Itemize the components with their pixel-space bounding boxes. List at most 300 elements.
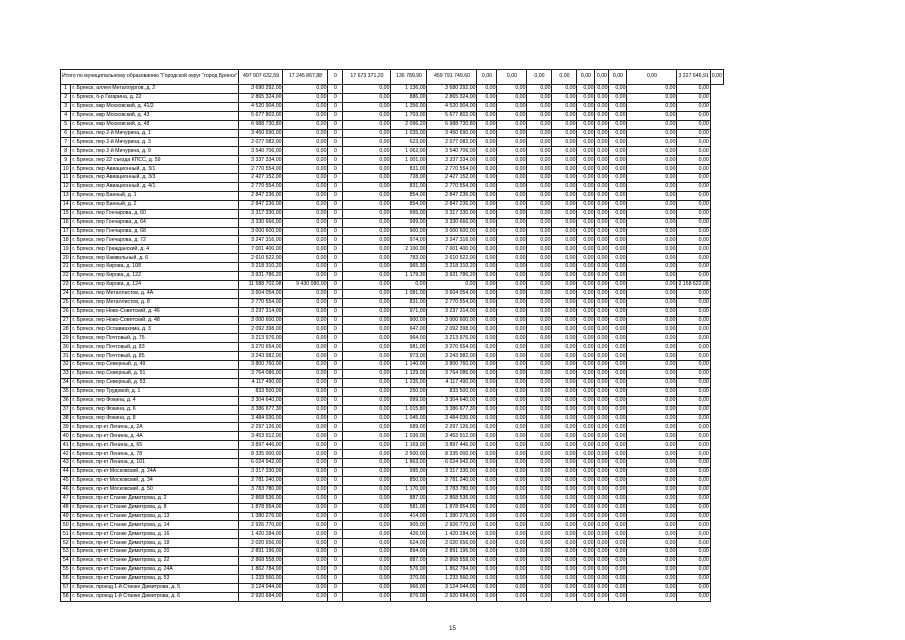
row-number: 22 bbox=[61, 272, 71, 281]
table-cell: 999,00 bbox=[391, 396, 427, 405]
table-cell: 0,00 bbox=[627, 263, 677, 272]
table-cell: 0,00 bbox=[595, 557, 609, 566]
table-cell: 0,00 bbox=[627, 405, 677, 414]
table-cell: 2 770 554,00 bbox=[239, 298, 283, 307]
table-cell: 0,00 bbox=[677, 102, 710, 111]
table-cell: 0,00 bbox=[577, 182, 595, 191]
address-cell: г. Брянск, пер Ново-Советский, д. 46 bbox=[71, 307, 239, 316]
table-cell: 886,00 bbox=[391, 93, 427, 102]
table-cell: 0,00 bbox=[477, 530, 497, 539]
table-cell: 0,00 bbox=[577, 165, 595, 174]
table-cell: 0 bbox=[328, 503, 343, 512]
table-cell: 900,00 bbox=[391, 227, 427, 236]
table-cell: 0,00 bbox=[677, 539, 710, 548]
table-cell: 0,00 bbox=[609, 218, 627, 227]
table-cell: 0,00 bbox=[427, 280, 477, 289]
table-cell: 0,00 bbox=[283, 325, 328, 334]
table-cell: 0,00 bbox=[577, 361, 595, 370]
row-number: 58 bbox=[61, 592, 71, 601]
table-cell: 0,00 bbox=[343, 325, 391, 334]
table-cell: 3 450 690,00 bbox=[239, 129, 283, 138]
table-cell: 0,00 bbox=[627, 343, 677, 352]
table-cell: 2 297 126,00 bbox=[239, 423, 283, 432]
table-cell: 995,00 bbox=[391, 209, 427, 218]
table-cell: 0,00 bbox=[497, 432, 527, 441]
table-cell: 1 878 954,00 bbox=[239, 503, 283, 512]
table-cell: 0,00 bbox=[527, 254, 552, 263]
table-cell: 0,00 bbox=[627, 165, 677, 174]
table-cell: 0,00 bbox=[552, 263, 577, 272]
table-cell: 0,00 bbox=[627, 378, 677, 387]
table-cell: 0,00 bbox=[552, 200, 577, 209]
table-cell: 894,00 bbox=[391, 548, 427, 557]
table-cell: 0,00 bbox=[343, 227, 391, 236]
table-cell: 0,00 bbox=[343, 218, 391, 227]
total-cell: 0,00 bbox=[609, 70, 627, 85]
table-cell: 0,00 bbox=[595, 494, 609, 503]
row-number: 6 bbox=[61, 129, 71, 138]
table-cell: 0 bbox=[328, 370, 343, 379]
table-row bbox=[61, 583, 724, 592]
table-cell: 0,00 bbox=[627, 548, 677, 557]
row-number: 21 bbox=[61, 263, 71, 272]
table-cell: 0,00 bbox=[609, 378, 627, 387]
row-number: 9 bbox=[61, 156, 71, 165]
table-cell: 0,00 bbox=[552, 289, 577, 298]
table-cell: 0,00 bbox=[477, 485, 497, 494]
table-cell: 0,00 bbox=[595, 396, 609, 405]
table-cell: 0,00 bbox=[497, 280, 527, 289]
table-cell: 0,00 bbox=[527, 129, 552, 138]
table-cell: 0,00 bbox=[552, 494, 577, 503]
table-cell: 0,00 bbox=[283, 574, 328, 583]
table-cell: 0,00 bbox=[677, 334, 710, 343]
table-cell: 0,00 bbox=[527, 583, 552, 592]
table-cell: 1 380 276,00 bbox=[427, 512, 477, 521]
table-cell: 0,00 bbox=[595, 378, 609, 387]
table-cell: 0,00 bbox=[577, 147, 595, 156]
address-cell: г. Брянск, пр-кт Ленина, д. 78 bbox=[71, 450, 239, 459]
table-cell: 0,00 bbox=[527, 120, 552, 129]
table-cell: 0,00 bbox=[552, 592, 577, 601]
table-row bbox=[61, 156, 724, 165]
table-row bbox=[61, 298, 724, 307]
table-cell: 0,00 bbox=[283, 129, 328, 138]
table-cell: 0,00 bbox=[552, 378, 577, 387]
table-cell: 0,00 bbox=[477, 467, 497, 476]
table-cell: 0,00 bbox=[283, 298, 328, 307]
table-cell: 0,00 bbox=[677, 396, 710, 405]
table-row bbox=[61, 352, 724, 361]
total-cell: 17 673 371,20 bbox=[343, 70, 391, 85]
table-cell: 0,00 bbox=[595, 414, 609, 423]
table-cell: 0,00 bbox=[477, 476, 497, 485]
row-number: 41 bbox=[61, 441, 71, 450]
table-cell: 0,00 bbox=[552, 209, 577, 218]
table-cell: 0,00 bbox=[527, 245, 552, 254]
table-cell: 0,00 bbox=[283, 450, 328, 459]
total-cell: 136 789,90 bbox=[391, 70, 427, 85]
table-cell: 0,00 bbox=[343, 280, 391, 289]
table-cell: 2 158 622,08 bbox=[677, 280, 710, 289]
table-cell: 876,00 bbox=[391, 592, 427, 601]
table-cell: 0,00 bbox=[577, 85, 595, 94]
table-cell: 0,00 bbox=[595, 574, 609, 583]
table-cell: 0,00 bbox=[477, 539, 497, 548]
address-cell: г. Брянск, пр-кт Станке Димитрова, д. 16 bbox=[71, 530, 239, 539]
table-cell: 0 bbox=[328, 539, 343, 548]
table-cell: 0,00 bbox=[527, 370, 552, 379]
table-cell: 0,00 bbox=[627, 459, 677, 468]
table-cell: 0,00 bbox=[627, 120, 677, 129]
total-cell: 497 907 632,59 bbox=[239, 70, 283, 85]
row-number: 5 bbox=[61, 120, 71, 129]
table-cell: 3 218 310,20 bbox=[239, 263, 283, 272]
table-cell: 0,00 bbox=[527, 343, 552, 352]
address-cell: г. Брянск, пер Фокина, д. 6 bbox=[71, 405, 239, 414]
table-cell: 1 136,00 bbox=[391, 85, 427, 94]
table-cell: 0,00 bbox=[497, 316, 527, 325]
table-cell: 0,00 bbox=[577, 280, 595, 289]
table-cell: 2 770 554,00 bbox=[239, 165, 283, 174]
table-cell: 0,00 bbox=[609, 120, 627, 129]
table-cell: 0,00 bbox=[609, 450, 627, 459]
row-number: 15 bbox=[61, 209, 71, 218]
table-row bbox=[61, 405, 724, 414]
row-number: 39 bbox=[61, 423, 71, 432]
table-cell: 0,00 bbox=[552, 325, 577, 334]
table-row bbox=[61, 307, 724, 316]
table-cell: 1 356,00 bbox=[391, 102, 427, 111]
table-cell: 0,00 bbox=[595, 236, 609, 245]
table-cell: 0,00 bbox=[609, 565, 627, 574]
table-cell: 2 865 324,00 bbox=[239, 93, 283, 102]
table-cell: 850,00 bbox=[391, 476, 427, 485]
table-row bbox=[61, 467, 724, 476]
table-cell: 0,00 bbox=[677, 583, 710, 592]
table-cell: 0,00 bbox=[527, 530, 552, 539]
address-cell: г. Брянск, пер Северный, д. 51 bbox=[71, 370, 239, 379]
table-cell: 0,00 bbox=[283, 93, 328, 102]
table-cell: 0,00 bbox=[627, 85, 677, 94]
table-cell: 0,00 bbox=[577, 450, 595, 459]
table-cell: 3 317 330,00 bbox=[427, 209, 477, 218]
table-cell: 0,00 bbox=[577, 592, 595, 601]
row-number: 43 bbox=[61, 459, 71, 468]
table-cell: 0,00 bbox=[283, 396, 328, 405]
table-cell: 0 bbox=[328, 165, 343, 174]
row-number: 40 bbox=[61, 432, 71, 441]
table-cell: 0,00 bbox=[577, 565, 595, 574]
table-cell: 0,00 bbox=[677, 476, 710, 485]
total-cell: 0,00 bbox=[527, 70, 552, 85]
table-cell: 0,00 bbox=[595, 334, 609, 343]
table-cell: 0,00 bbox=[677, 352, 710, 361]
table-row bbox=[61, 138, 724, 147]
table-cell: 0,00 bbox=[577, 467, 595, 476]
address-cell: г. Брянск, проезд 1-й Станке Димитрова, д. 6 bbox=[71, 592, 239, 601]
table-cell: 0,00 bbox=[609, 245, 627, 254]
table-cell: 0,00 bbox=[577, 93, 595, 102]
table-cell: 0,00 bbox=[577, 405, 595, 414]
table-cell: 0,00 bbox=[677, 298, 710, 307]
row-number: 4 bbox=[61, 111, 71, 120]
table-cell: 0,00 bbox=[343, 343, 391, 352]
address-cell: г. Брянск, пер Банный, д. 2 bbox=[71, 200, 239, 209]
table-cell: 0 bbox=[328, 530, 343, 539]
table-cell: 999,00 bbox=[391, 218, 427, 227]
table-cell: 0,00 bbox=[595, 565, 609, 574]
table-cell: 0,00 bbox=[677, 325, 710, 334]
table-cell: 0,00 bbox=[552, 565, 577, 574]
table-cell: 3 124 044,00 bbox=[239, 583, 283, 592]
table-cell: 0,00 bbox=[627, 289, 677, 298]
row-number: 12 bbox=[61, 182, 71, 191]
table-cell: 0 bbox=[328, 476, 343, 485]
table-cell: 0,00 bbox=[477, 316, 497, 325]
total-cell: 0,00 bbox=[595, 70, 609, 85]
table-cell: 0,00 bbox=[497, 343, 527, 352]
table-cell: 0 bbox=[328, 574, 343, 583]
table-row bbox=[61, 85, 724, 94]
table-row bbox=[61, 592, 724, 601]
row-number: 32 bbox=[61, 361, 71, 370]
table-cell: 0,00 bbox=[497, 254, 527, 263]
table-cell: 728,00 bbox=[391, 174, 427, 183]
table-cell: 0,00 bbox=[627, 236, 677, 245]
table-cell: 3 897 446,00 bbox=[239, 441, 283, 450]
row-number: 48 bbox=[61, 503, 71, 512]
table-cell: 0,00 bbox=[595, 387, 609, 396]
table-cell: 0,00 bbox=[552, 441, 577, 450]
table-cell: 6 024 942,00 bbox=[427, 459, 477, 468]
table-cell: 0,00 bbox=[609, 548, 627, 557]
table-cell: 0,00 bbox=[677, 254, 710, 263]
table-cell: 0,00 bbox=[627, 414, 677, 423]
table-cell: 0,00 bbox=[283, 423, 328, 432]
table-cell: 0,00 bbox=[577, 574, 595, 583]
table-cell: 0,00 bbox=[577, 254, 595, 263]
table-cell: 0,00 bbox=[677, 165, 710, 174]
table-cell: 0,00 bbox=[677, 574, 710, 583]
table-cell: 0,00 bbox=[552, 476, 577, 485]
table-cell: 0,00 bbox=[577, 129, 595, 138]
table-cell: 0,00 bbox=[527, 441, 552, 450]
table-cell: 0,00 bbox=[343, 450, 391, 459]
table-cell: 0,00 bbox=[283, 263, 328, 272]
row-number: 34 bbox=[61, 378, 71, 387]
table-cell: 0,00 bbox=[477, 307, 497, 316]
table-cell: 0,00 bbox=[552, 227, 577, 236]
table-cell: 3 000 600,00 bbox=[239, 227, 283, 236]
table-cell: 0,00 bbox=[552, 343, 577, 352]
table-cell: 0,00 bbox=[627, 191, 677, 200]
table-cell: 0,00 bbox=[477, 254, 497, 263]
table-cell: 0,00 bbox=[497, 521, 527, 530]
table-row bbox=[61, 343, 724, 352]
table-row bbox=[61, 387, 724, 396]
table-cell: 905,00 bbox=[391, 521, 427, 530]
table-cell: 0,00 bbox=[677, 227, 710, 236]
table-cell: 0,00 bbox=[577, 503, 595, 512]
table-cell: 0,00 bbox=[627, 441, 677, 450]
table-cell: 0,00 bbox=[595, 583, 609, 592]
table-cell: 1 045,00 bbox=[391, 414, 427, 423]
table-cell: 3 540 706,00 bbox=[239, 147, 283, 156]
table-cell: 0,00 bbox=[283, 316, 328, 325]
table-cell: 0,00 bbox=[527, 512, 552, 521]
table-cell: 0 bbox=[328, 111, 343, 120]
table-cell: 0,00 bbox=[577, 370, 595, 379]
table-row bbox=[61, 548, 724, 557]
table-cell: 0,00 bbox=[627, 182, 677, 191]
table-cell: 0,00 bbox=[609, 361, 627, 370]
table-cell: 0,00 bbox=[552, 147, 577, 156]
table-row bbox=[61, 432, 724, 441]
table-cell: 3 213 976,00 bbox=[427, 334, 477, 343]
table-cell: 0,00 bbox=[552, 414, 577, 423]
table-cell: 0,00 bbox=[527, 352, 552, 361]
table-row bbox=[61, 361, 724, 370]
table-cell: 0,00 bbox=[343, 200, 391, 209]
table-cell: 0,00 bbox=[577, 387, 595, 396]
table-cell: 0,00 bbox=[343, 405, 391, 414]
table-cell: 0,00 bbox=[677, 361, 710, 370]
table-cell: 0,00 bbox=[595, 182, 609, 191]
table-cell: 5 677 802,00 bbox=[239, 111, 283, 120]
table-cell: 0,00 bbox=[477, 370, 497, 379]
table-cell: 0,00 bbox=[627, 280, 677, 289]
table-cell: 0,00 bbox=[283, 548, 328, 557]
table-cell: 0,00 bbox=[627, 387, 677, 396]
table-cell: 0,00 bbox=[627, 102, 677, 111]
table-row bbox=[61, 147, 724, 156]
table-cell: 0,00 bbox=[391, 280, 427, 289]
table-cell: 0,00 bbox=[595, 218, 609, 227]
table-cell: 0,00 bbox=[677, 557, 710, 566]
table-cell: 0,00 bbox=[343, 378, 391, 387]
row-number: 16 bbox=[61, 218, 71, 227]
table-cell: 0,00 bbox=[343, 254, 391, 263]
table-row bbox=[61, 236, 724, 245]
row-number: 37 bbox=[61, 405, 71, 414]
table-cell: 0 bbox=[328, 565, 343, 574]
table-cell: 3 330 666,00 bbox=[239, 218, 283, 227]
table-cell: 0,00 bbox=[552, 334, 577, 343]
table-cell: 0,00 bbox=[343, 583, 391, 592]
table-cell: 0,00 bbox=[552, 361, 577, 370]
total-cell: 459 791 749,60 bbox=[427, 70, 477, 85]
table-cell: 0,00 bbox=[527, 450, 552, 459]
table-cell: 0,00 bbox=[343, 387, 391, 396]
table-cell: 0,00 bbox=[577, 218, 595, 227]
address-cell: г. Брянск, пер 2-й Мичурина, д. 9 bbox=[71, 147, 239, 156]
table-cell: 0,00 bbox=[609, 459, 627, 468]
table-cell: 0,00 bbox=[283, 334, 328, 343]
table-cell: 0,00 bbox=[577, 343, 595, 352]
table-cell: 0,00 bbox=[609, 574, 627, 583]
table-cell: 0,00 bbox=[477, 102, 497, 111]
table-cell: 3 931 786,20 bbox=[427, 272, 477, 281]
table-cell: 0 bbox=[328, 334, 343, 343]
table-cell: 0,00 bbox=[527, 263, 552, 272]
table-cell: 0,00 bbox=[677, 245, 710, 254]
table-cell: 0,00 bbox=[552, 156, 577, 165]
table-row bbox=[61, 494, 724, 503]
table-cell: 0,00 bbox=[552, 298, 577, 307]
table-cell: 0,00 bbox=[552, 102, 577, 111]
table-cell: 0 bbox=[328, 120, 343, 129]
table-cell: 0,00 bbox=[283, 227, 328, 236]
table-cell: 0,00 bbox=[577, 138, 595, 147]
table-cell: 3 317 330,00 bbox=[239, 209, 283, 218]
table-cell: 0,00 bbox=[677, 316, 710, 325]
table-cell: 0,00 bbox=[552, 280, 577, 289]
table-cell: 0,00 bbox=[677, 521, 710, 530]
table-cell: 0,00 bbox=[609, 191, 627, 200]
row-number: 50 bbox=[61, 521, 71, 530]
table-cell: 0,00 bbox=[283, 557, 328, 566]
table-cell: 2 077 082,00 bbox=[239, 138, 283, 147]
table-cell: 0,00 bbox=[343, 307, 391, 316]
table-cell: 0,00 bbox=[477, 565, 497, 574]
table-cell: 2 781 240,00 bbox=[239, 476, 283, 485]
table-cell: 0 bbox=[328, 450, 343, 459]
table-cell: 2 770 554,00 bbox=[427, 298, 477, 307]
table-row bbox=[61, 503, 724, 512]
table-cell: 3 337 334,00 bbox=[239, 156, 283, 165]
address-cell: г. Брянск, пер Гончарова, д. 72 bbox=[71, 236, 239, 245]
table-row bbox=[61, 209, 724, 218]
table-row bbox=[61, 174, 724, 183]
table-cell: 3 690 292,00 bbox=[239, 85, 283, 94]
table-cell: 0,00 bbox=[477, 182, 497, 191]
table-cell: 0,00 bbox=[595, 200, 609, 209]
table-cell: 0,00 bbox=[343, 316, 391, 325]
table-cell: 0,00 bbox=[527, 280, 552, 289]
row-number: 20 bbox=[61, 254, 71, 263]
table-cell: 2 847 236,00 bbox=[427, 200, 477, 209]
table-cell: 0 bbox=[328, 93, 343, 102]
table-cell: 0,00 bbox=[577, 227, 595, 236]
table-cell: 0,00 bbox=[577, 378, 595, 387]
table-cell: 0,00 bbox=[283, 120, 328, 129]
table-cell: 0 bbox=[328, 129, 343, 138]
table-cell: 0,00 bbox=[527, 289, 552, 298]
address-cell: г. Брянск, пер Трудовой, д. 1 bbox=[71, 387, 239, 396]
table-cell: 0,00 bbox=[552, 120, 577, 129]
address-cell: г. Брянск, пр-кт Московский, д. 34 bbox=[71, 476, 239, 485]
row-number: 19 bbox=[61, 245, 71, 254]
table-cell: 0,00 bbox=[577, 200, 595, 209]
table-cell: 1 062,00 bbox=[391, 147, 427, 156]
table-cell: 0,00 bbox=[609, 93, 627, 102]
table-cell: 0,00 bbox=[497, 307, 527, 316]
table-cell: 0,00 bbox=[497, 174, 527, 183]
table-cell: 0,00 bbox=[497, 182, 527, 191]
table-cell: 0,00 bbox=[552, 182, 577, 191]
table-cell: 0,00 bbox=[552, 138, 577, 147]
table-row bbox=[61, 539, 724, 548]
address-cell: г. Брянск, пер Кирова, д. 108 bbox=[71, 263, 239, 272]
table-cell: 0 bbox=[328, 298, 343, 307]
table-cell: 0,00 bbox=[527, 307, 552, 316]
table-cell: 0,00 bbox=[552, 557, 577, 566]
address-cell: г. Брянск, пр-кт Станке Димитрова, д. 22 bbox=[71, 557, 239, 566]
table-cell: 0 bbox=[328, 245, 343, 254]
table-row bbox=[61, 182, 724, 191]
table-cell: 2 770 554,00 bbox=[427, 182, 477, 191]
